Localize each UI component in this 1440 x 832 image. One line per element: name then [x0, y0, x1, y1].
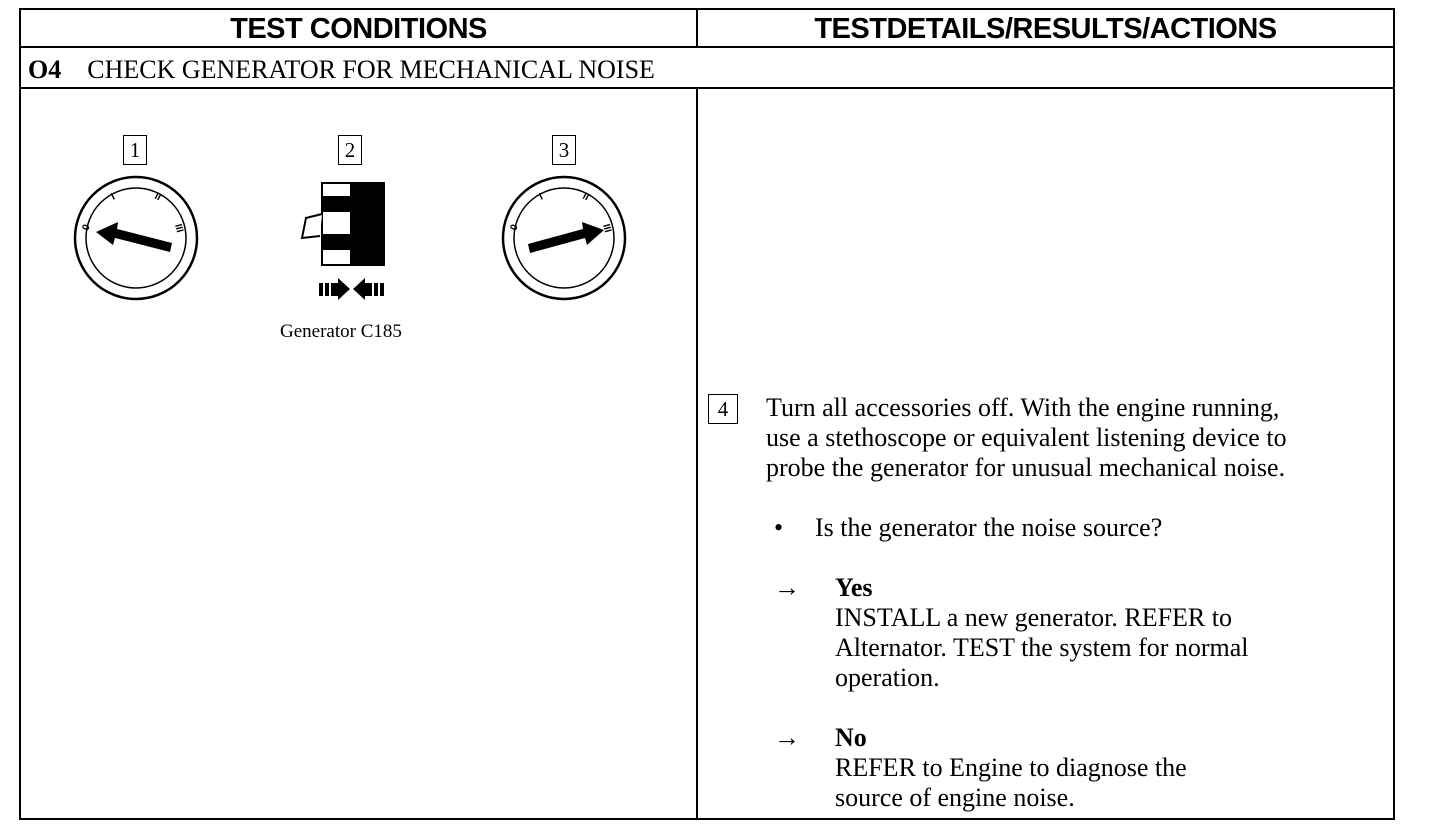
column-divider [696, 88, 698, 820]
no-arrow-icon: → [774, 723, 800, 752]
question-bullet: • [774, 513, 784, 542]
yes-line-3: operation. [835, 663, 940, 692]
instruction-line-2: use a stethoscope or equivalent listening device to [766, 423, 1287, 452]
switch1-mark-iii: III [172, 222, 185, 234]
box-2: 2 [338, 135, 362, 165]
yes-line-2: Alternator. TEST the system for normal [835, 633, 1249, 662]
switch1-mark-0: 0 [80, 223, 93, 233]
test-conditions-header: TEST CONDITIONS [230, 12, 487, 45]
yes-arrow-icon: → [774, 573, 800, 602]
box-1: 1 [123, 135, 147, 165]
switch3-mark-0: 0 [508, 223, 521, 233]
step-title [28, 55, 655, 85]
generator-connector-icon [298, 178, 408, 308]
test-details-header: TESTDETAILS/RESULTS/ACTIONS [814, 12, 1277, 45]
generator-caption: Generator C185 [280, 321, 402, 342]
yes-label: Yes [835, 573, 873, 602]
box-3: 3 [552, 135, 576, 165]
ignition-switch-off-icon [66, 168, 206, 308]
no-line-1: REFER to Engine to diagnose the [835, 753, 1187, 782]
step-number: O4 [28, 55, 62, 84]
switch3-mark-iii: III [600, 222, 613, 234]
step-title-text: CHECK GENERATOR FOR MECHANICAL NOISE [87, 55, 655, 84]
switch1-mark-i: I [109, 191, 117, 203]
ignition-switch-run-icon [494, 168, 634, 308]
no-line-2: source of engine noise. [835, 783, 1075, 812]
step-rule [19, 87, 1395, 89]
instruction-line-1: Turn all accessories off. With the engine running, [766, 393, 1280, 422]
switch3-mark-i: I [537, 191, 545, 203]
instruction-line-3: probe the generator for unusual mechanical noise. [766, 453, 1286, 482]
no-label: No [835, 723, 867, 752]
box-4: 4 [708, 394, 738, 424]
question-text: Is the generator the noise source? [815, 513, 1163, 542]
yes-line-1: INSTALL a new generator. REFER to [835, 603, 1232, 632]
switch1-mark-ii: II [152, 190, 163, 204]
switch3-mark-ii: II [580, 190, 591, 204]
